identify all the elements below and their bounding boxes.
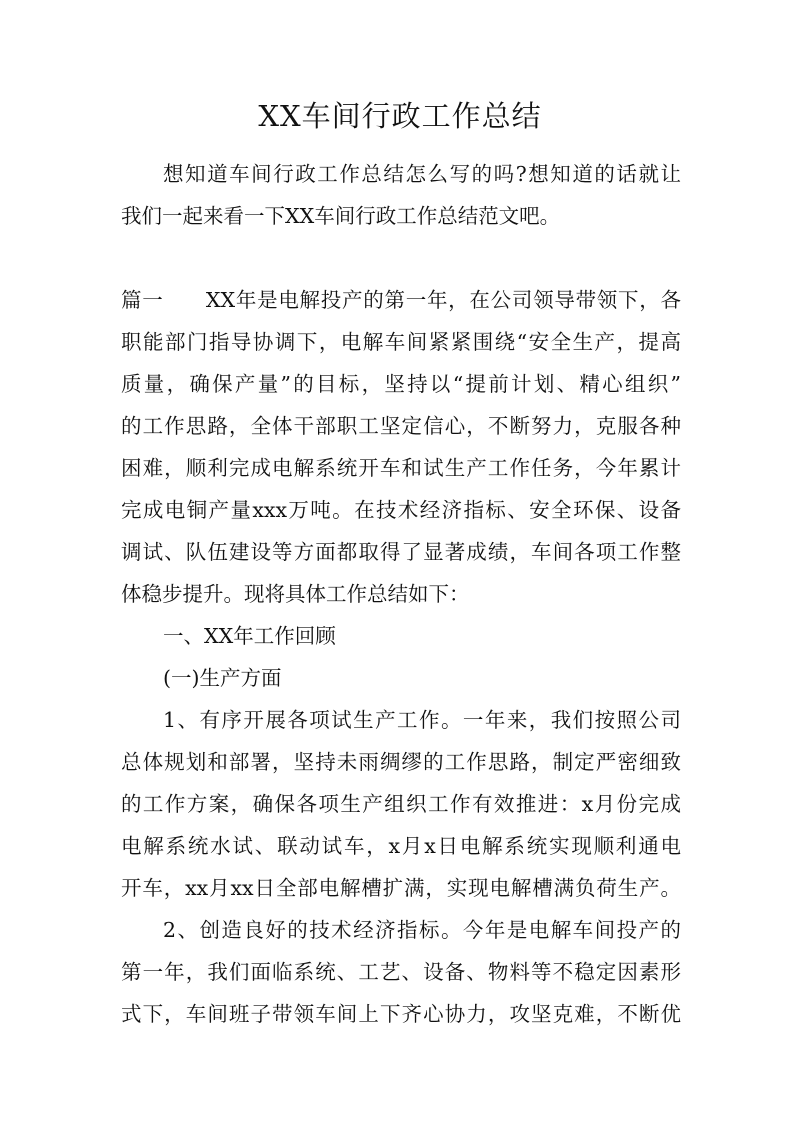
paragraph-line: 1、有序开展各项试生产工作。一年来，我们按照公司: [163, 708, 681, 732]
paragraph-line: 总体规划和部署，坚持未雨绸缪的工作思路，制定严密细致: [121, 750, 681, 774]
subsection-heading: (一)生产方面: [163, 666, 282, 690]
paragraph-line: 困难，顺利完成电解系统开车和试生产工作任务，今年累计: [121, 456, 681, 480]
paragraph-line: 体稳步提升。现将具体工作总结如下：: [121, 582, 470, 606]
paragraph-line: 第一年，我们面临系统、工艺、设备、物料等不稳定因素形: [121, 960, 681, 984]
paragraph-line: 开车，xx月xx日全部电解槽扩满，实现电解槽满负荷生产。: [121, 876, 681, 900]
paragraph-line: 的工作方案，确保各项生产组织工作有效推进：x月份完成: [121, 792, 681, 816]
paragraph-line: 想知道车间行政工作总结怎么写的吗?想知道的话就让: [163, 162, 681, 186]
section-heading: 一、XX年工作回顾: [163, 624, 336, 648]
paragraph-line: 职能部门指导协调下，电解车间紧紧围绕“安全生产，提高: [121, 330, 681, 354]
paragraph-line: 的工作思路，全体干部职工坚定信心，不断努力，克服各种: [121, 414, 681, 438]
paragraph-line: 完成电铜产量xxx万吨。在技术经济指标、安全环保、设备: [121, 498, 681, 522]
paragraph-line: 调试、队伍建设等方面都取得了显著成绩，车间各项工作整: [121, 540, 681, 564]
paragraph-line: 2、创造良好的技术经济指标。今年是电解车间投产的: [163, 918, 681, 942]
paragraph-line: 篇一 XX年是电解投产的第一年，在公司领导带领下，各: [121, 288, 681, 312]
paragraph-line: 电解系统水试、联动试车，x月x日电解系统实现顺利通电: [121, 834, 681, 858]
document-title: XX车间行政工作总结: [258, 99, 542, 133]
paragraph-line: 质量，确保产量”的目标，坚持以“提前计划、精心组织”: [121, 372, 681, 396]
paragraph-line: 式下，车间班子带领车间上下齐心协力，攻坚克难，不断优: [121, 1002, 681, 1026]
paragraph-line: 我们一起来看一下XX车间行政工作总结范文吧。: [121, 204, 561, 228]
